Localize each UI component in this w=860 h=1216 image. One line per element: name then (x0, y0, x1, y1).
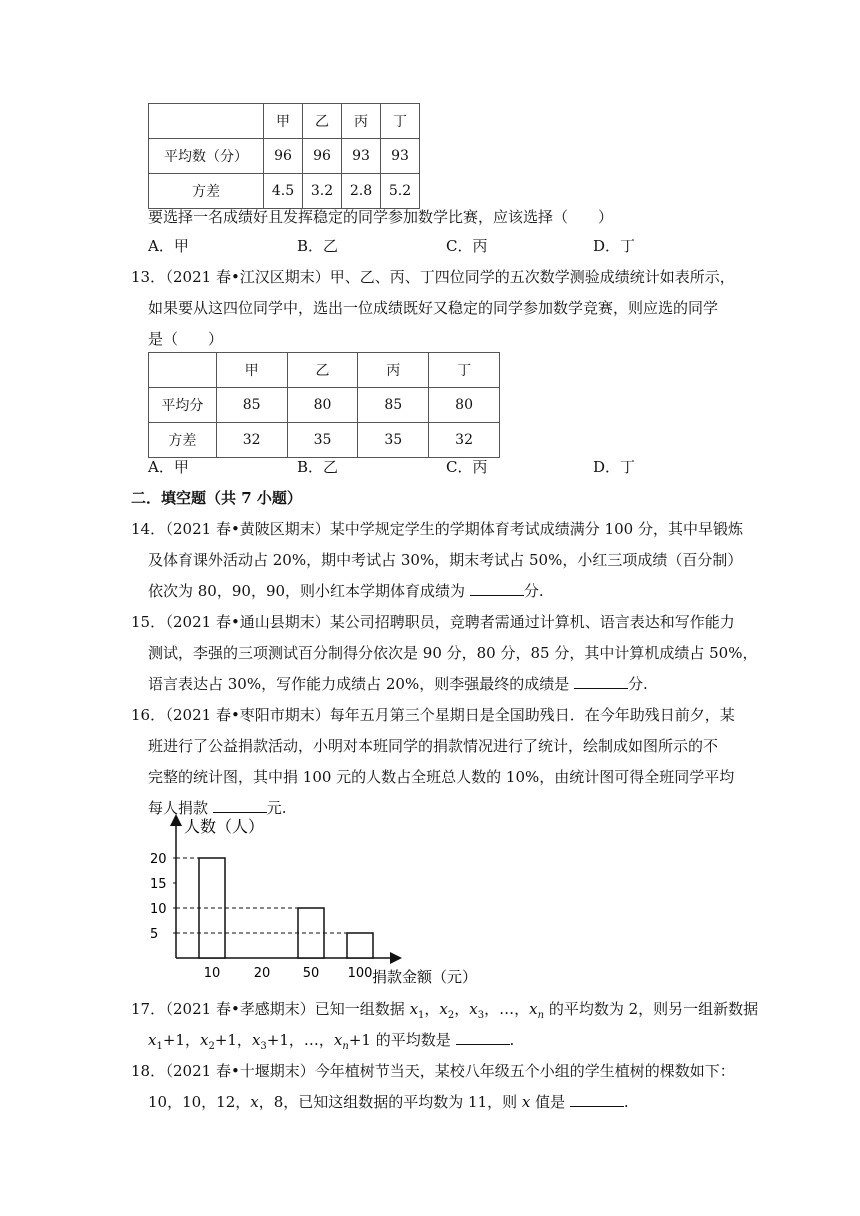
q12-option-d[interactable]: D．丁 (593, 237, 636, 255)
q12-score-table (148, 103, 420, 209)
q17-text-line: $x_1+1$，$x_2+1$，$x_3+1$，…，$x_n+1$ 的平均数是 . (148, 1031, 515, 1052)
q16-text-line: （2021 春•枣阳市期末）每年五月第三个星期日是全国助残日．在今年助残日前夕，某 (158, 706, 735, 724)
q17-answer-blank[interactable] (456, 1030, 510, 1045)
table-cell: 96 (303, 139, 342, 174)
q15-text: 语言表达占 30%，写作能力成绩占 20%，则李强最终的成绩是 (148, 675, 574, 693)
q18-text: ，8，已知这组数据的平均数为 11，则 (258, 1093, 522, 1111)
q13-option-c[interactable]: C．丙 (446, 458, 488, 476)
q16-text: 每人捐款 (148, 799, 213, 817)
q13-text-line: 是（ ） (148, 330, 224, 348)
x-axis-label: 捐款金额（元） (372, 968, 478, 986)
q18-text: 值是 (530, 1093, 570, 1111)
q12-stem: 要选择一名成绩好且发挥稳定的同学参加数学比赛，应该选择（ ） (148, 208, 614, 226)
q15-number: 15． (131, 613, 166, 631)
table-cell: 32 (429, 423, 500, 458)
table-cell: 80 (287, 388, 358, 423)
x-tick-label: 20 (253, 966, 271, 981)
table-cell: 2.8 (342, 174, 381, 209)
q14-text: 分. (523, 582, 544, 600)
table-row (149, 139, 420, 174)
table-row (149, 174, 420, 209)
q18-text: . (623, 1093, 629, 1111)
q14-number: 14． (131, 520, 166, 538)
table-cell: 丙 (358, 353, 429, 388)
table-cell: 85 (216, 388, 287, 423)
q17-number: 17． (131, 1000, 166, 1018)
table-cell: 93 (342, 139, 381, 174)
q17-text: （2021 春•孝感期末）已知一组数据 (158, 1000, 410, 1018)
q17-text-line: （2021 春•孝感期末）已知一组数据 $x_1$，$x_2$，$x_3$，…，$x_n$ 的平均数为 2，则另一组新数据 (158, 1000, 759, 1021)
q14-text-line: 及体育课外活动占 20%，期中考试占 30%，期末考试占 50%，小红三项成绩（百分制） (148, 551, 743, 569)
table-cell: 乙 (303, 104, 342, 139)
table-cell: 5.2 (381, 174, 420, 209)
table-cell: 丁 (429, 353, 500, 388)
table-cell: 96 (264, 139, 303, 174)
y-tick-label: 20 (150, 852, 167, 867)
table-row (149, 104, 420, 139)
q14-text: 依次为 80，90，90，则小红本学期体育成绩为 (148, 582, 470, 600)
table-cell: 方差 (149, 174, 264, 209)
table-cell: 平均分 (149, 388, 217, 423)
q13-score-table (148, 352, 500, 458)
table-cell (149, 353, 217, 388)
q18-text-line: 10，10，12，x，8，已知这组数据的平均数为 11，则 x 值是 . (148, 1093, 629, 1111)
x-tick-label: 100 (347, 966, 373, 981)
q18-answer-blank[interactable] (570, 1092, 624, 1107)
table-cell: 平均数（分） (149, 139, 264, 174)
y-tick-label: 10 (150, 902, 167, 917)
q13-option-a[interactable]: A．甲 (148, 458, 189, 476)
q15-text-line: （2021 春•通山县期末）某公司招聘职员，竞聘者需通过计算机、语言表达和写作能力 (158, 613, 735, 631)
q16-text: 元. (266, 799, 287, 817)
q18-number: 18． (131, 1062, 166, 1080)
q13-text-line: （2021 春•江汉区期末）甲、乙、丙、丁四位同学的五次数学测验成绩统计如表所示， (158, 268, 735, 286)
y-tick-label: 15 (150, 877, 167, 892)
table-row (149, 423, 500, 458)
table-cell: 85 (358, 388, 429, 423)
x-tick-label: 10 (203, 966, 221, 981)
q14-text-line (148, 579, 544, 603)
q15-text-line (148, 672, 648, 696)
table-cell: 丙 (342, 104, 381, 139)
table-cell: 4.5 (264, 174, 303, 209)
q16-answer-blank[interactable] (213, 798, 267, 813)
q17-text: 的平均数是 (370, 1031, 456, 1049)
q13-option-b[interactable]: B．乙 (297, 458, 339, 476)
section-title: 二．填空题（共 7 小题） (131, 489, 302, 507)
table-row (149, 353, 500, 388)
y-axis-label: 人数（人） (184, 817, 265, 836)
table-cell: 丁 (381, 104, 420, 139)
q17-text: . (509, 1031, 515, 1049)
table-cell: 3.2 (303, 174, 342, 209)
q18-text-line: （2021 春•十堰期末）今年植树节当天，某校八年级五个小组的学生植树的棵数如下： (158, 1062, 735, 1080)
table-row (149, 388, 500, 423)
table-cell: 甲 (216, 353, 287, 388)
table-cell: 35 (358, 423, 429, 458)
y-tick-label: 5 (150, 927, 159, 942)
table-cell: 32 (216, 423, 287, 458)
q14-answer-blank[interactable] (470, 581, 524, 596)
q18-text: 10，10，12， (148, 1093, 251, 1111)
q14-text-line: （2021 春•黄陂区期末）某中学规定学生的学期体育考试成绩满分 100 分，其中早锻炼 (158, 520, 743, 538)
q15-text: 分. (628, 675, 648, 693)
x-tick-label: 50 (302, 966, 320, 981)
q13-text-line: 如果要从这四位同学中，选出一位成绩既好又稳定的同学参加数学竞赛，则应选的同学 (148, 299, 719, 317)
q16-number: 16． (131, 706, 166, 724)
donation-bar-chart (140, 812, 480, 990)
q13-number: 13． (131, 268, 166, 286)
table-cell: 35 (287, 423, 358, 458)
q12-option-b[interactable]: B．乙 (297, 237, 339, 255)
table-cell (149, 104, 264, 139)
q13-option-d[interactable]: D．丁 (593, 458, 636, 476)
table-cell: 甲 (264, 104, 303, 139)
q12-option-a[interactable]: A．甲 (148, 237, 189, 255)
q17-text: 的平均数为 2，则另一组新数据 (544, 1000, 759, 1018)
q12-option-c[interactable]: C．丙 (446, 237, 488, 255)
table-cell: 80 (429, 388, 500, 423)
table-cell: 方差 (149, 423, 217, 458)
q16-text-line: 完整的统计图，其中捐 100 元的人数占全班总人数的 10%，由统计图可得全班同学平均 (148, 768, 735, 786)
q15-answer-blank[interactable] (574, 674, 628, 689)
q16-text-line: 班进行了公益捐款活动，小明对本班同学的捐款情况进行了统计，绘制成如图所示的不 (148, 737, 719, 755)
q15-text-line: 测试，李强的三项测试百分制得分依次是 90 分，80 分，85 分，其中计算机成绩占 50%， (148, 644, 758, 662)
bar (347, 933, 373, 958)
table-cell: 93 (381, 139, 420, 174)
table-cell: 乙 (287, 353, 358, 388)
